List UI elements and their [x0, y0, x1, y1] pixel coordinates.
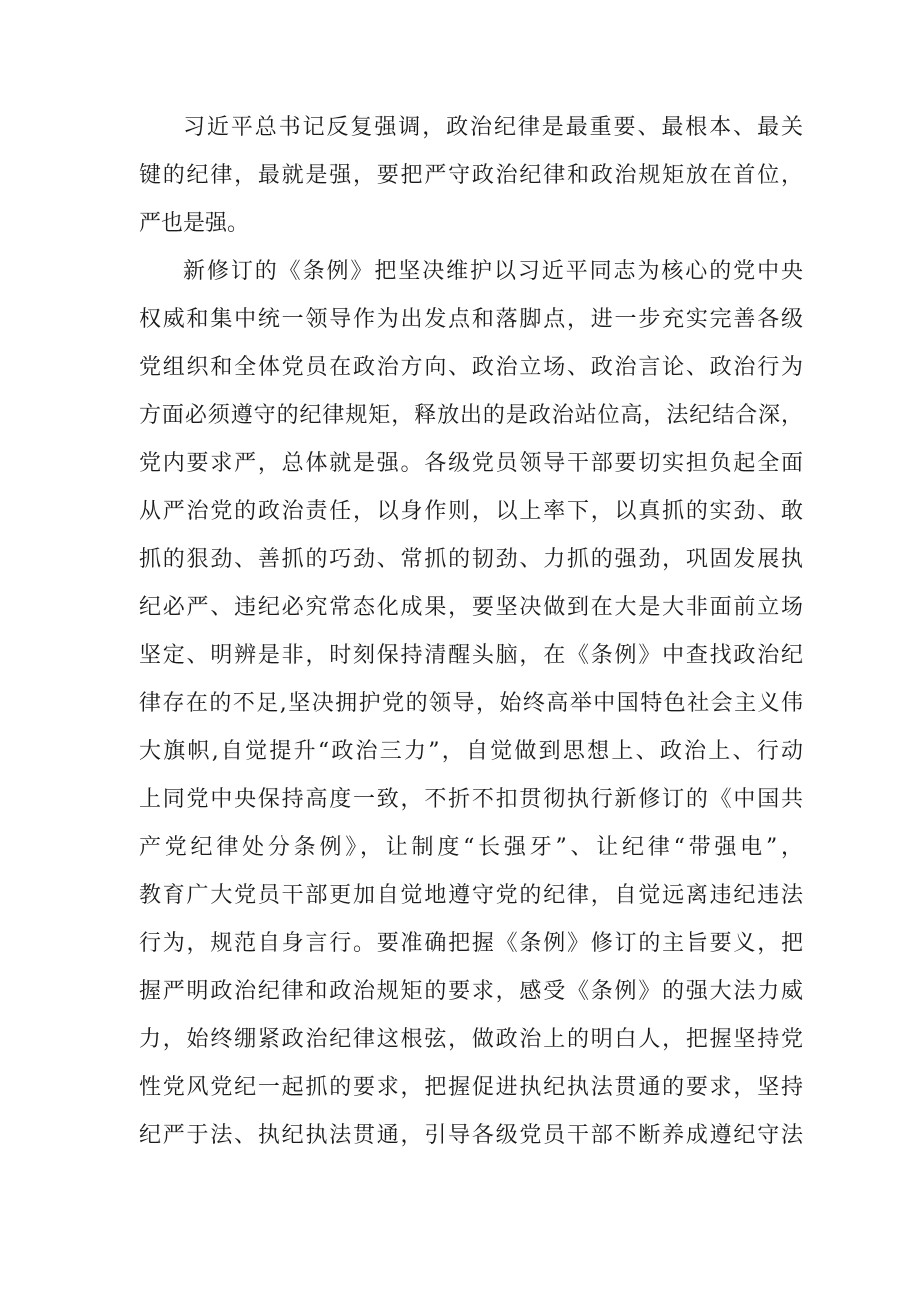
paragraph-2-line-18: 性党风党纪一起抓的要求，把握促进执纪执法贯通的要求，坚持 — [139, 1075, 803, 1100]
paragraph-2-line-15: 行为，规范自身言行。要准确把握《条例》修订的主旨要义，把 — [139, 931, 803, 956]
paragraph-2-line-3: 党组织和全体党员在政治方向、政治立场、政治言论、政治行为 — [139, 355, 803, 380]
paragraph-2-line-11: 大旗帜,自觉提升“政治三力”，自觉做到思想上、政治上、行动 — [139, 739, 803, 764]
paragraph-2-line-8: 纪必严、违纪必究常态化成果，要坚决做到在大是大非面前立场 — [139, 595, 803, 620]
paragraph-2-line-12: 上同党中央保持高度一致，不折不扣贯彻执行新修订的《中国共 — [139, 787, 803, 812]
paragraph-2-line-17: 力，始终绷紧政治纪律这根弦，做政治上的明白人，把握坚持党 — [139, 1027, 803, 1052]
paragraph-2-line-13: 产党纪律处分条例》，让制度“长强牙”、让纪律“带强电”， — [139, 835, 803, 860]
paragraph-2-line-10: 律存在的不足,坚决拥护党的领导，始终高举中国特色社会主义伟 — [139, 691, 803, 716]
paragraph-1-line-3: 严也是强。 — [139, 211, 250, 236]
paragraph-2-line-5: 党内要求严，总体就是强。各级党员领导干部要切实担负起全面 — [139, 451, 803, 476]
paragraph-2-line-16: 握严明政治纪律和政治规矩的要求，感受《条例》的强大法力威 — [139, 979, 803, 1004]
paragraph-2-line-19: 纪严于法、执纪执法贯通，引导各级党员干部不断养成遵纪守法 — [139, 1123, 803, 1148]
paragraph-2-line-1: 新修订的《条例》把坚决维护以习近平同志为核心的党中央 — [183, 259, 803, 284]
paragraph-2-line-4: 方面必须遵守的纪律规矩，释放出的是政治站位高，法纪结合深， — [139, 403, 803, 428]
paragraph-2-line-14: 教育广大党员干部更加自觉地遵守党的纪律，自觉远离违纪违法 — [139, 883, 803, 908]
paragraph-2-line-7: 抓的狠劲、善抓的巧劲、常抓的韧劲、力抓的强劲，巩固发展执 — [139, 547, 803, 572]
paragraph-1-line-1: 习近平总书记反复强调，政治纪律是最重要、最根本、最关 — [183, 115, 803, 140]
document-body — [139, 104, 803, 1160]
paragraph-1-line-2: 键的纪律，最就是强，要把严守政治纪律和政治规矩放在首位， — [139, 163, 803, 188]
paragraph-2-line-9: 坚定、明辨是非，时刻保持清醒头脑，在《条例》中查找政治纪 — [139, 643, 803, 668]
paragraph-2-line-6: 从严治党的政治责任，以身作则，以上率下，以真抓的实劲、敢 — [139, 499, 803, 524]
paragraph-2-line-2: 权威和集中统一领导作为出发点和落脚点，进一步充实完善各级 — [139, 307, 803, 332]
